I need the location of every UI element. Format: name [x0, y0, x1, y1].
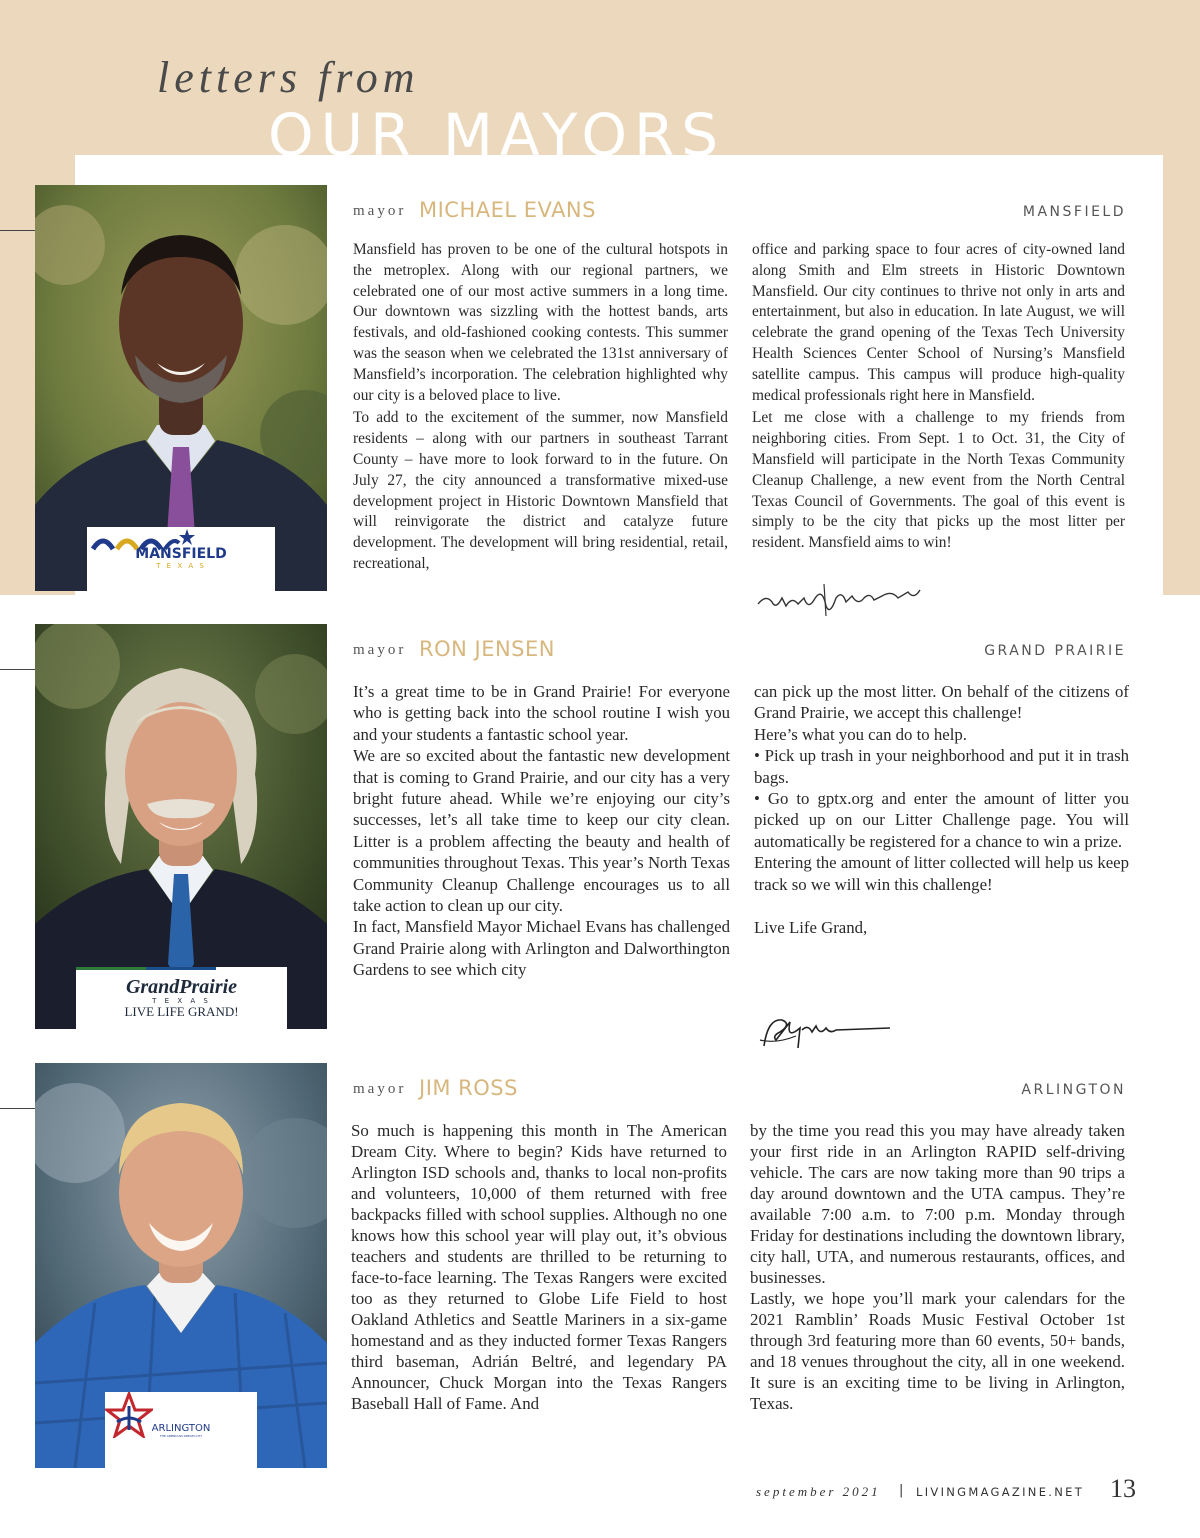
mansfield-logo	[87, 527, 275, 591]
mayor-heading	[353, 192, 1126, 222]
paragraph: It’s a great time to be in Grand Prairie! For everyone who is getting back into the school routine I wish you and your students a fantastic school year.	[353, 682, 730, 744]
mansfield-logo-text: MANSFIELD	[135, 546, 227, 562]
paragraph: • Pick up trash in your neighborhood and put it in trash bags.	[754, 746, 1129, 787]
mayor-name: JIM ROSS	[419, 1076, 518, 1100]
letter-column-1	[353, 681, 730, 981]
page-number: 13	[1110, 1474, 1136, 1503]
mayor-heading	[353, 631, 1126, 661]
paragraph: Let me close with a challenge to my friends from neighboring cities. From Sept. 1 to Oct. 31, the City of Mansfield will participate in the North Texas Community Cleanup Challenge, a new event from the North Central Texas Council of Governments. The goal of this event is simply to be the city that picks up the most litter per resident. Mansfield aims to win!	[752, 409, 1125, 552]
evans-signature	[752, 576, 932, 620]
paragraph: office and parking space to four acres of city-owned land along Smith and Elm streets in Historic Downtown Mansfield. Our city continues to thrive not only in arts and entertainment, but also in education. In late August, we will celebrate the grand opening of the Texas Tech University Health Sciences Center School of Nursing’s Mansfield satellite campus. This campus will produce high-quality medical professionals right here in Mansfield.	[752, 241, 1125, 404]
grand-prairie-tagline: LIVE LIFE GRAND!	[124, 1004, 239, 1019]
city-label: GRAND PRAIRIE	[984, 643, 1126, 659]
header-big-title: OUR MAYORS	[268, 101, 726, 155]
paragraph: Entering the amount of litter collected will help us keep track so we will win this challenge!	[754, 853, 1129, 894]
arlington-logo-text: ARLINGTON	[151, 1422, 211, 1434]
page-footer	[756, 1474, 1146, 1506]
mayor-evans-photo	[35, 185, 327, 591]
grand-prairie-logo-subtext: T E X A S	[152, 997, 211, 1005]
paragraph: Lastly, we hope you’ll mark your calendars for the 2021 Ramblin’ Roads Music Festival October 1st through 3rd featuring more than 60 events, 50+ bands, and 18 venues throughout the city, all in one weekend. It sure is an exciting time to be living in Arlington, Texas.	[750, 1289, 1125, 1413]
paragraph: In fact, Mansfield Mayor Michael Evans has challenged Grand Prairie along with Arlington and Dalworthington Gardens to see which city	[353, 917, 730, 980]
letter-column-2	[754, 681, 1129, 938]
grand-prairie-logo	[76, 967, 287, 1029]
paragraph: To add to the excitement of the summer, now Mansfield residents – along with our partners in southeast Tarrant County – have more to look forward to in the future. On July 27, the city announced a transformative mixed-use development project in Historic Downtown Mansfield that will reinvigorate the district and catalyze future development. The development will bring residential, retail, recreational,	[353, 409, 728, 572]
footer-separator: |	[899, 1483, 904, 1498]
mayor-heading	[353, 1070, 1126, 1100]
letter-column-2	[752, 240, 1125, 554]
paragraph: can pick up the most litter. On behalf of the citizens of Grand Prairie, we accept this challenge!	[754, 682, 1129, 723]
paragraph: by the time you read this you may have already taken your first ride in an Arlington RAPID self-driving vehicle. The cars are now taking more than 90 trips a day around downtown and the UTA campus. They’re available 7:00 a.m. to 7:00 p.m. Monday through Friday for destinations including the downtown library, city hall, UTA, and numerous restaurants, offices, and businesses.	[750, 1121, 1125, 1287]
closing-line: Live Life Grand,	[754, 918, 868, 938]
arlington-logo	[105, 1392, 257, 1468]
city-label: ARLINGTON	[1021, 1082, 1126, 1098]
letter-column-1	[353, 240, 728, 575]
arlington-star-logo	[105, 1392, 153, 1438]
paragraph: Mansfield has proven to be one of the cultural hotspots in the metroplex. Along with our regional partners, we celebrated one of our most active summers in a long time. Our downtown was sizzling with the hottest bands, arts festivals, and old-fashioned cooking contests. This summer was the season when we celebrated the 131st anniversary of Mansfield’s incorporation. The celebration highlighted why our city is a beloved place to live.	[353, 241, 728, 404]
city-label: MANSFIELD	[1022, 204, 1126, 220]
mayor-label: mayor	[353, 1081, 407, 1097]
grand-prairie-logo-bar	[76, 967, 216, 973]
mayor-jensen-photo	[35, 624, 327, 1029]
header-script-title: letters from	[157, 53, 420, 102]
paragraph: We are so excited about the fantastic new development that is coming to Grand Prairie, and our city has a very bright future ahead. While we’re enjoying our city’s successes, let’s all take time to keep our city clean. Litter is a problem affecting the beauty and health of communities throughout Texas. This year’s North Texas Community Cleanup Challenge encourages us to all take action to clean up our city.	[353, 746, 730, 916]
grand-prairie-logo-text: GrandPrairie	[125, 976, 238, 998]
paragraph: • Go to gptx.org and enter the amount of litter you picked up on our Litter Challenge page. You will automatically be registered for a chance to win a prize.	[754, 789, 1129, 851]
footer-site: LIVINGMAGAZINE.NET	[916, 1485, 1085, 1499]
mansfield-wave-star-logo	[87, 527, 197, 553]
mayor-name: MICHAEL EVANS	[419, 198, 596, 222]
letter-column-2	[750, 1120, 1125, 1414]
section-rule	[0, 1108, 35, 1109]
section-rule	[0, 669, 35, 670]
arlington-logo-subtext: THE AMERICAN DREAM CITY	[159, 1433, 203, 1438]
footer-date: september 2021	[756, 1484, 881, 1499]
section-rule	[0, 230, 35, 231]
jensen-signature	[756, 1010, 896, 1054]
mayor-label: mayor	[353, 203, 407, 219]
mayor-name: RON JENSEN	[419, 637, 555, 661]
mayor-ross-photo	[35, 1063, 327, 1468]
paragraph: Here’s what you can do to help.	[754, 724, 967, 744]
letter-column-1	[351, 1120, 727, 1414]
paragraph: So much is happening this month in The American Dream City. Where to begin? Kids have returned to Arlington ISD schools and, thanks to local non-profits and volunteers, 10,000 of them returned with free backpacks filled with school supplies. Although no one knows how this school year will play out, it’s obvious teachers and students are thrilled to be returning to face-to-face learning. The Texas Rangers were excited too as they returned to Globe Life Field to host Oakland Athletics and Seattle Mariners in a six-game homestand and as they inducted former Texas Rangers third baseman, Adrián Beltré, and legendary PA Announcer, Chuck Morgan into the Texas Rangers Baseball Hall of Fame. And	[351, 1121, 727, 1413]
mayor-label: mayor	[353, 642, 407, 658]
mansfield-logo-subtext: T E X A S	[156, 562, 206, 570]
